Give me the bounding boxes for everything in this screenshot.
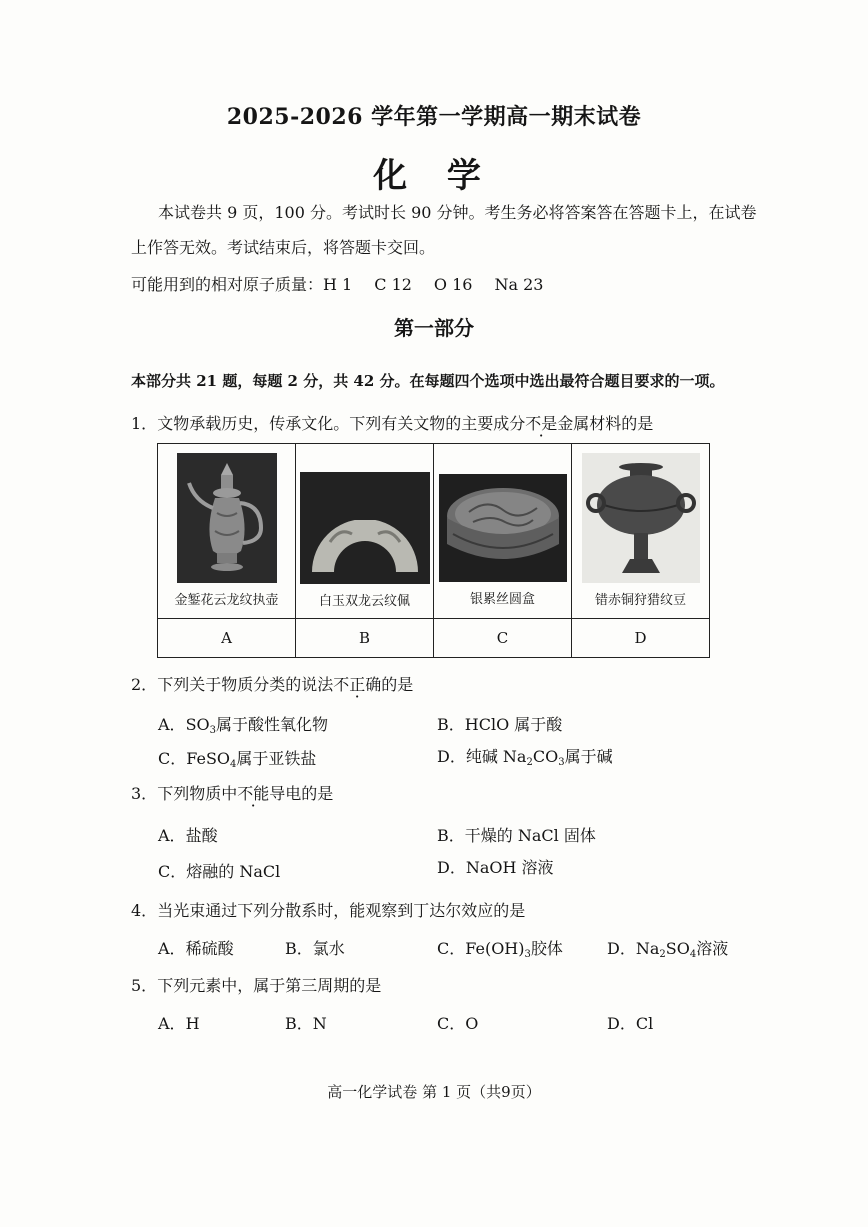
- option-text: 熔融的 NaCl: [186, 862, 281, 881]
- option-text: 属于酸性氧化物: [216, 715, 329, 734]
- q4-option-a[interactable]: [158, 936, 234, 959]
- option-label: B．: [285, 939, 313, 958]
- q5-option-a[interactable]: [158, 1011, 200, 1034]
- atomic-mass-line: [131, 272, 543, 295]
- question-number: 2．: [131, 675, 158, 694]
- subscript: 3: [209, 725, 217, 736]
- option-label: B．: [437, 715, 465, 734]
- option-text: SO: [185, 715, 210, 734]
- silver-box-image: [439, 474, 567, 582]
- option-label: B．: [437, 826, 465, 845]
- q4-option-d[interactable]: [607, 936, 728, 959]
- option-text: Na: [635, 939, 660, 958]
- question-1-stem: [131, 411, 653, 434]
- option-text: SO: [665, 939, 690, 958]
- option-d[interactable]: D: [572, 618, 710, 657]
- question-3-stem: [131, 781, 333, 804]
- section-title: 第一部分: [394, 316, 474, 340]
- option-text: 溶液: [696, 939, 729, 958]
- stem-text: 的是: [381, 675, 414, 694]
- option-label: D．: [607, 1014, 636, 1033]
- q5-option-c[interactable]: [437, 1011, 478, 1034]
- option-text: 属于碱: [564, 747, 613, 766]
- atomic-mass-o: O 16: [433, 275, 473, 294]
- question-number: 1．: [131, 414, 158, 433]
- subscript: 4: [689, 949, 697, 960]
- emphasis-text: 不正确: [333, 675, 382, 694]
- q5-option-b[interactable]: [285, 1011, 327, 1034]
- artifact-cell-d: [572, 444, 710, 619]
- stem-text: 下列元素中，属于第三周期的是: [157, 976, 382, 995]
- section-instructions: 本部分共 21 题，每题 2 分，共 42 分。在每题四个选项中选出最符合题目要求的一项。: [131, 372, 725, 390]
- option-label: C．: [158, 862, 187, 881]
- option-label: D．: [437, 858, 466, 877]
- option-b[interactable]: B: [296, 618, 434, 657]
- q2-option-b[interactable]: [437, 712, 562, 735]
- question-5-stem: [131, 973, 381, 996]
- option-label: D．: [437, 747, 466, 766]
- stem-text: 下列关于物质分类的说法: [157, 675, 334, 694]
- atomic-mass-na: Na 23: [494, 275, 544, 294]
- q3-option-b[interactable]: [437, 823, 596, 846]
- stem-text: 文物承载历史，传承文化。下列有关文物的主要成分: [157, 414, 526, 433]
- option-label: C．: [158, 749, 187, 768]
- option-label: C．: [437, 1014, 466, 1033]
- intro-line-1: 本试卷共 9 页，100 分。考试时长 90 分钟。考生务必将答案答在答题卡上，在试卷: [158, 203, 757, 222]
- artifact-cell-c: [434, 444, 572, 619]
- option-label: A．: [158, 939, 186, 958]
- artifact-caption-d: 错赤铜狩猎纹豆: [594, 593, 686, 608]
- option-text: 稀硫酸: [185, 939, 234, 958]
- option-text: Cl: [635, 1014, 654, 1033]
- option-text: 干燥的 NaCl 固体: [464, 826, 596, 845]
- q2-option-c[interactable]: [158, 746, 316, 769]
- option-text: HClO 属于酸: [464, 715, 563, 734]
- artifact-cell-a: [158, 444, 296, 619]
- option-label: A．: [158, 715, 186, 734]
- artifact-caption-c: 银累丝圆盒: [469, 592, 535, 607]
- atomic-mass-c: C 12: [374, 275, 412, 294]
- q3-option-c[interactable]: [158, 859, 280, 882]
- stem-text: 金属材料的是: [557, 414, 654, 433]
- q2-option-a[interactable]: [158, 712, 328, 735]
- artifact-table: [157, 443, 710, 658]
- q3-option-a[interactable]: [158, 823, 218, 846]
- subject-title: 化 学: [373, 156, 495, 196]
- question-2-stem: [131, 672, 413, 695]
- subscript: 2: [659, 949, 666, 960]
- option-text: CO: [532, 747, 559, 766]
- q4-option-b[interactable]: [285, 936, 345, 959]
- q3-option-d[interactable]: [437, 855, 554, 878]
- option-c[interactable]: C: [434, 618, 572, 657]
- subscript: 3: [524, 949, 531, 960]
- stem-text: 当光束通过下列分散系时，能观察到丁达尔效应的是: [157, 901, 526, 920]
- option-label: D．: [607, 939, 636, 958]
- option-text: NaOH 溶液: [465, 858, 554, 877]
- subscript: 2: [526, 757, 533, 768]
- option-text: O: [465, 1014, 479, 1033]
- atomic-mass-label: 可能用到的相对原子质量：: [131, 275, 324, 294]
- option-text: FeSO: [186, 749, 231, 768]
- option-label: A．: [158, 1014, 186, 1033]
- option-text: 属于亚铁盐: [236, 749, 317, 768]
- option-text: 纯碱 Na: [465, 747, 527, 766]
- question-4-stem: [131, 898, 525, 921]
- stem-text: 下列物质中: [157, 784, 238, 803]
- page-footer: 高一化学试卷 第 1 页（共9页）: [327, 1083, 541, 1101]
- option-label: A．: [158, 826, 186, 845]
- option-text: 盐酸: [185, 826, 218, 845]
- option-a[interactable]: A: [158, 618, 296, 657]
- gold-ewer-image: [177, 453, 277, 583]
- question-number: 5．: [131, 976, 158, 995]
- atomic-mass-h: H 1: [323, 275, 353, 294]
- subscript: 3: [558, 757, 565, 768]
- exam-title: 2025-2026 学年第一学期高一期末试卷: [226, 104, 642, 130]
- artifact-cell-b: [296, 444, 434, 619]
- bronze-dou-image: [582, 453, 700, 583]
- option-text: N: [312, 1014, 327, 1033]
- option-label: B．: [285, 1014, 313, 1033]
- q2-option-d[interactable]: [437, 744, 613, 767]
- question-number: 3．: [131, 784, 158, 803]
- option-text: Fe(OH): [465, 939, 525, 958]
- artifact-caption-a: 金錾花云龙纹执壶: [174, 593, 279, 608]
- intro-line-2: 上作答无效。考试结束后，将答题卡交回。: [131, 238, 436, 257]
- stem-text: 导电的是: [269, 784, 334, 803]
- jade-pendant-image: [300, 472, 430, 584]
- subscript: 4: [230, 759, 237, 770]
- emphasis-text: 不能: [237, 784, 270, 803]
- artifact-caption-b: 白玉双龙云纹佩: [318, 594, 410, 609]
- q4-option-c[interactable]: [437, 936, 563, 959]
- emphasis-text: 不是: [525, 414, 558, 433]
- question-number: 4．: [131, 901, 158, 920]
- option-text: H: [185, 1014, 200, 1033]
- option-text: 胶体: [530, 939, 563, 958]
- option-label: C．: [437, 939, 466, 958]
- q5-option-d[interactable]: [607, 1011, 653, 1034]
- option-text: 氯水: [312, 939, 345, 958]
